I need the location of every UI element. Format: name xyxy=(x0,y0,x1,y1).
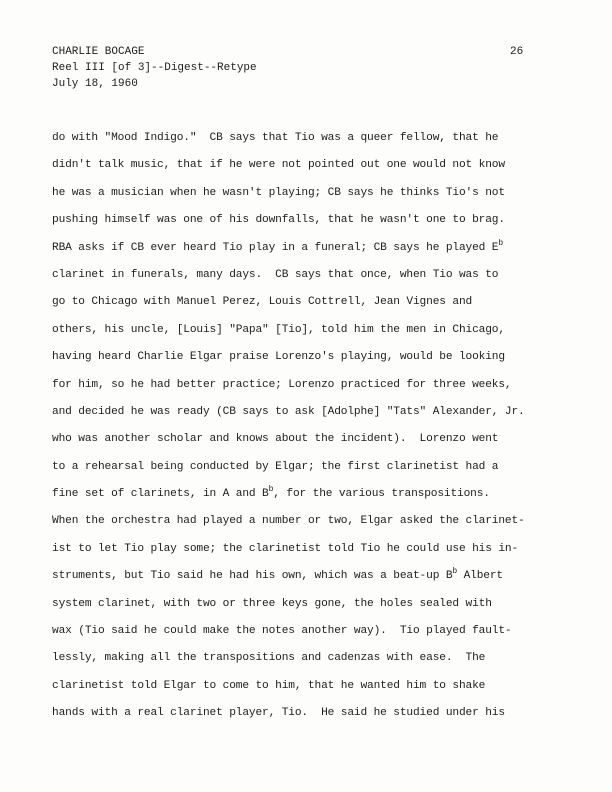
page-number: 26 xyxy=(510,46,524,58)
interview-date: July 18, 1960 xyxy=(52,78,138,90)
text-line: go to Chicago with Manuel Perez, Louis Cottrell, Jean Vignes and xyxy=(52,296,473,309)
text-line: having heard Charlie Elgar praise Lorenzo's playing, would be looking xyxy=(52,351,505,364)
text-line: wax (Tio said he could make the notes another way). Tio played fault- xyxy=(52,625,512,638)
header-block xyxy=(52,44,257,92)
text-line: for him, so he had better practice; Lorenzo practiced for three weeks, xyxy=(52,378,512,391)
reel-info: Reel III [of 3]--Digest--Retype xyxy=(52,62,257,74)
text-line: others, his uncle, [Louis] "Papa" [Tio], told him the men in Chicago, xyxy=(52,323,505,336)
flat-superscript: b xyxy=(498,238,503,248)
text-line: system clarinet, with two or three keys gone, the holes sealed with xyxy=(52,597,492,610)
text-line: fine set of clarinets, in A and $B^b$, for the various transpositions. xyxy=(52,485,490,501)
flat-superscript: b xyxy=(268,485,274,495)
text-line: struments, but Tio said he had his own, which was a beat-up $B^b$ Albert xyxy=(52,567,503,583)
text-line: didn't talk music, that if he were not pointed out one would not know xyxy=(52,159,505,172)
transcript-body xyxy=(52,125,552,728)
text-line: RBA asks if CB ever heard Tio play in a funeral; CB says he played $E^b$ xyxy=(52,238,503,254)
text-line: lessly, making all the transpositions and cadenzas with ease. The xyxy=(52,652,486,665)
text-line: clarinet in funerals, many days. CB says that once, when Tio was to xyxy=(52,268,499,281)
text-line: who was another scholar and knows about the incident). Lorenzo went xyxy=(52,433,499,446)
text-line: When the orchestra had played a number or two, Elgar asked the clarinet- xyxy=(52,515,525,528)
text-line: to a rehearsal being conducted by Elgar; the first clarinetist had a xyxy=(52,460,499,473)
text-line: and decided he was ready (CB says to ask [Adolphe] "Tats" Alexander, Jr. xyxy=(52,405,525,418)
text-line: he was a musician when he wasn't playing; CB says he thinks Tio's not xyxy=(52,186,505,199)
interviewee-name: CHARLIE BOCAGE xyxy=(52,46,145,58)
text-line: pushing himself was one of his downfalls, that he wasn't one to brag. xyxy=(52,214,505,227)
text-line: ist to let Tio play some; the clarinetist told Tio he could use his in- xyxy=(52,542,519,555)
text-line: hands with a real clarinet player, Tio. He said he studied under his xyxy=(52,707,505,720)
text-line: clarinetist told Elgar to come to him, that he wanted him to shake xyxy=(52,679,486,692)
text-line: do with "Mood Indigo." CB says that Tio was a queer fellow, that he xyxy=(52,132,499,144)
flat-superscript: b xyxy=(452,567,458,577)
